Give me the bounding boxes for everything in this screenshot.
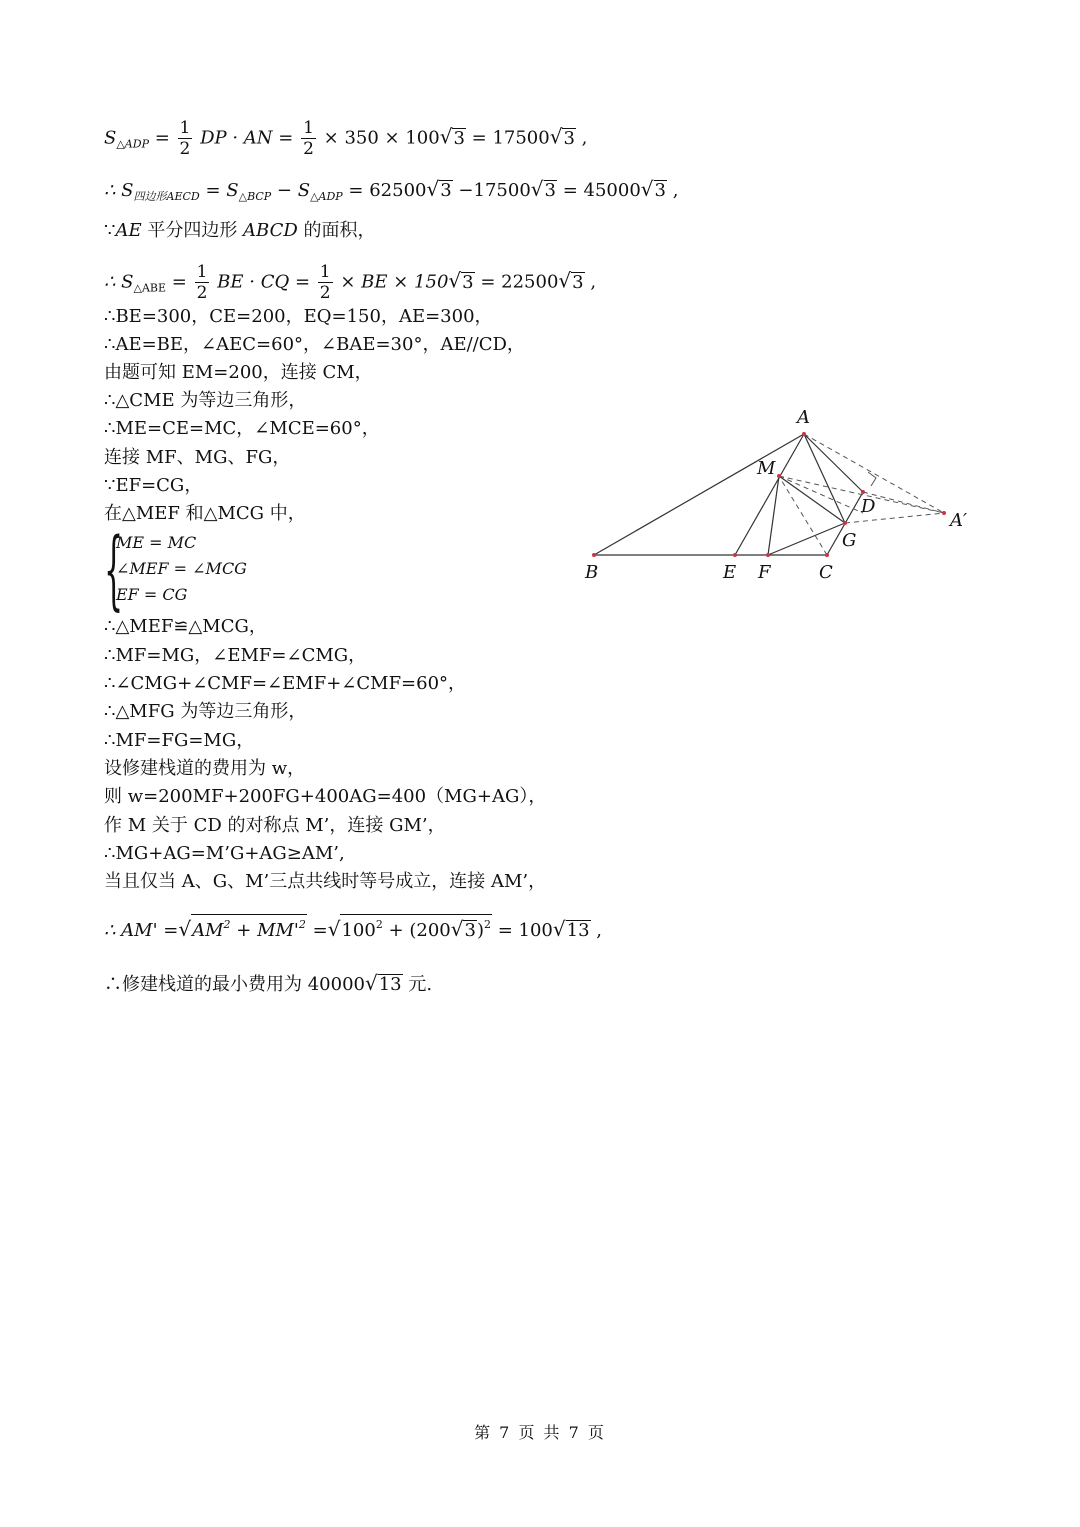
segment-mg [779, 476, 845, 523]
sqrt-sign: √ [178, 917, 192, 941]
label-c: C [819, 562, 833, 583]
text-line: 由题可知 EM=200，连接 CM， [104, 362, 373, 383]
sqrt-sign: √ [439, 124, 453, 149]
page-footer: 第 7 页 共 7 页 [474, 1423, 606, 1442]
denominator: 2 [196, 283, 208, 303]
text: = 62500 [348, 180, 427, 201]
text: , [590, 920, 602, 941]
system-line: EF = CG [116, 585, 188, 604]
sqrt-sign: √ [450, 917, 464, 941]
text-line: 则 w=200MF+200FG+400AG=400（MG+AG）， [104, 786, 547, 807]
radicand: 3 [464, 920, 476, 941]
segment-ba [594, 434, 804, 555]
segment-ag [804, 434, 845, 523]
text-line: 在△MEF 和△MCG 中， [104, 503, 306, 524]
label-b: B [585, 562, 599, 583]
point-g [843, 521, 847, 525]
radicand: 3 [462, 271, 474, 293]
text: 的面积， [297, 220, 376, 241]
text: , [666, 180, 679, 201]
system-line: ∠MEF = ∠MCG [116, 559, 247, 578]
sqrt-sign: √ [552, 917, 566, 941]
text-line: ∴AE=BE，∠AEC=60°，∠BAE=30°，AE//CD， [104, 334, 525, 355]
point-b [592, 553, 596, 557]
text-line: 设修建栈道的费用为 w， [104, 758, 306, 779]
brace-glyph: { [104, 520, 124, 620]
segment-ad [804, 434, 863, 492]
segment-fg [768, 523, 845, 555]
dashed-c-ext [780, 478, 827, 555]
text-line: ∴△CME 为等边三角形， [104, 390, 307, 411]
label-m: M [757, 458, 776, 479]
point-aprime [942, 511, 946, 515]
text-line: ∴△MFG 为等边三角形， [104, 701, 307, 722]
text: 100 [341, 920, 376, 941]
radicand: 13 [378, 974, 402, 995]
text: × 350 × 100 [323, 127, 440, 149]
text: 平分四边形 [141, 220, 244, 241]
system-line: ME = MC [116, 533, 197, 552]
label-f: F [758, 562, 771, 583]
point-a [802, 432, 806, 436]
sqrt-sign: √ [364, 971, 378, 995]
dashed-g-aprime [845, 513, 944, 523]
point-d [861, 490, 865, 494]
subscript: △BCP [238, 190, 272, 203]
text: ) [476, 920, 484, 941]
denominator: 2 [319, 283, 331, 303]
text-line: ∴△MEF≌△MCG， [104, 616, 267, 637]
text-line: ∴MF=MG，∠EMF=∠CMG， [104, 645, 367, 666]
text-line: 连接 MF、MG、FG， [104, 447, 291, 468]
sqrt-sign: √ [640, 177, 654, 201]
text: × BE × 150 [340, 271, 449, 293]
text: = [171, 271, 187, 293]
text: AE [115, 220, 142, 241]
text: −17500 [452, 180, 531, 201]
text-line: ∴∠CMG+∠CMF=∠EMF+∠CMF=60°， [104, 673, 467, 694]
text: ∴ S [104, 271, 134, 293]
text: = 45000 [556, 180, 641, 201]
text: ∴修建栈道的最小费用为 40000 [104, 974, 365, 995]
point-e [733, 553, 737, 557]
text: BE · CQ = [217, 271, 311, 293]
subscript: 四边形AECD [133, 190, 200, 203]
label-aprime: A′ [950, 510, 968, 531]
text: = [154, 127, 170, 149]
text-line: ∴ME=CE=MC，∠MCE=60°， [104, 418, 380, 439]
solid-lines [594, 434, 863, 555]
radicand: 3 [453, 127, 465, 149]
sqrt-sign: √ [327, 917, 341, 941]
symbol-s: S [104, 127, 117, 149]
text: = 100 [497, 920, 553, 941]
denominator: 2 [303, 139, 314, 159]
label-e: E [723, 562, 737, 583]
text: ABCD [243, 220, 298, 241]
dashed-m-g-ext [779, 476, 863, 513]
dashed-lines [779, 434, 944, 555]
sqrt-sign: √ [426, 177, 440, 201]
subscript: △ABE [133, 281, 167, 295]
text: = [312, 920, 328, 941]
point-f [766, 553, 770, 557]
radicand: 3 [654, 180, 666, 201]
text: − S [276, 180, 311, 201]
text: + (200 [382, 920, 451, 941]
subscript: △ADP [116, 137, 149, 151]
superscript: 2 [483, 918, 491, 931]
numerator: 1 [196, 262, 208, 282]
text-line: 当且仅当 A、G、M’三点共线时等号成立，连接 AM’， [104, 871, 547, 892]
text: , [584, 271, 597, 293]
numerator: 1 [179, 118, 191, 138]
superscript: 2 [298, 918, 306, 931]
denominator: 2 [179, 139, 191, 159]
label-d: D [861, 496, 876, 517]
text-line: ∴MG+AG=M’G+AG≥AM’, [104, 843, 345, 864]
text-line: ∴BE=300，CE=200，EQ=150，AE=300， [104, 306, 493, 327]
superscript: 2 [223, 918, 231, 931]
text: + MM' [230, 920, 299, 941]
text-line: 作 M 关于 CD 的对称点 M’，连接 GM’， [104, 815, 446, 836]
point-m [777, 474, 781, 478]
text: ∴ AM' = [104, 920, 179, 941]
point-c [825, 553, 829, 557]
text: ∴ S [104, 180, 134, 201]
radicand: 13 [566, 920, 590, 941]
subscript: △ADP [310, 190, 343, 203]
radicand: 3 [440, 180, 452, 201]
text-line: ∴MF=FG=MG， [104, 730, 255, 751]
radicand: 3 [544, 180, 556, 201]
label-a: A [797, 407, 810, 428]
sqrt-sign: √ [549, 124, 563, 149]
text-line: ∵EF=CG， [104, 475, 203, 496]
text: = 22500 [474, 271, 559, 293]
numerator: 1 [303, 118, 314, 138]
numerator: 1 [319, 262, 331, 282]
text: , [575, 127, 588, 149]
text: ∵ [104, 220, 116, 241]
sqrt-sign: √ [448, 268, 462, 293]
sqrt-sign: √ [530, 177, 544, 201]
text: = S [205, 180, 239, 201]
superscript: 2 [375, 918, 383, 931]
text: 元. [402, 974, 433, 995]
radicand: 3 [572, 271, 584, 293]
sqrt-sign: √ [558, 268, 572, 293]
text: = 17500 [471, 127, 550, 149]
radicand: 3 [563, 127, 575, 149]
label-g: G [842, 530, 857, 551]
text: DP · AN = [200, 127, 294, 149]
segment-ae [735, 434, 804, 555]
text: AM [192, 920, 224, 941]
